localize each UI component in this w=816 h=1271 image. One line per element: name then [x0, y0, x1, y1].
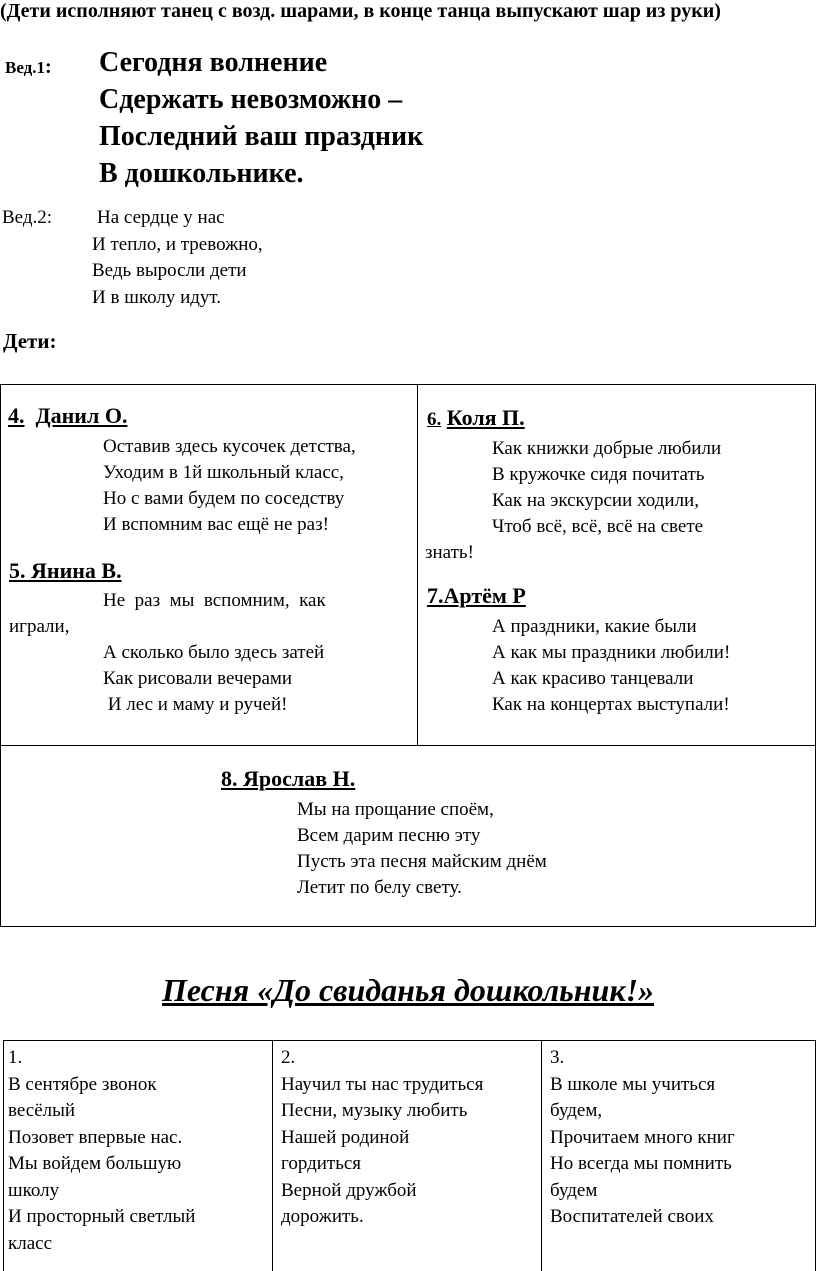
verse-line: знать! — [425, 542, 474, 563]
song-verse-3 — [550, 1045, 810, 1231]
verse-line: Но с вами будем по соседству — [103, 488, 345, 509]
verse-line: класс — [8, 1232, 53, 1254]
verse-line: И просторный светлый — [8, 1206, 196, 1227]
speaker2-verse — [92, 205, 263, 311]
verse-line: весёлый — [8, 1100, 76, 1121]
poem-5-verse — [9, 588, 326, 718]
poem-6-title — [427, 405, 525, 431]
verse-line: Мы войдем большую — [8, 1153, 182, 1174]
verse-line: Оставив здесь кусочек детства, — [103, 436, 356, 457]
verse-line: В сентябре звонок — [8, 1073, 157, 1095]
verse-line: Не раз мы вспомним, как — [103, 590, 326, 611]
poem-6-verse — [425, 436, 721, 566]
poem-8-verse — [297, 797, 547, 901]
verse-line: Последний ваш праздник — [99, 121, 424, 152]
verse-line: Нашей родиной — [281, 1126, 410, 1148]
verse-line: В дошкольнике. — [99, 158, 304, 189]
poem-7-title — [427, 583, 526, 609]
verse-line: Но всегда мы помнить — [550, 1153, 732, 1174]
verse-line: Сдержать невозможно – — [99, 84, 403, 115]
speaker2-label: Вед.2: — [2, 207, 53, 228]
verse-line: Прочитаем много книг — [550, 1126, 735, 1148]
verse-line: школу — [8, 1179, 60, 1201]
poem-6-number: 6. — [427, 409, 442, 430]
verse-line: Как на концертах выступали! — [492, 694, 730, 715]
verse-line: Мы на прощание споём, — [297, 799, 494, 820]
verse-line: дорожить. — [281, 1206, 364, 1227]
verse-line: Позовет впервые нас. — [8, 1126, 183, 1148]
verse-line: А как мы праздники любили! — [492, 642, 731, 663]
verse-line: Чтоб всё, всё, всё на свете — [492, 516, 704, 537]
verse-line: Летит по белу свету. — [297, 877, 462, 898]
verse-line: В кружочке сидя почитать — [492, 464, 705, 485]
verse-line: Как рисовали вечерами — [103, 668, 293, 689]
verse-line: В школе мы учиться — [550, 1073, 716, 1095]
verse-line: 1. — [8, 1047, 23, 1068]
verse-line: 2. — [281, 1047, 296, 1068]
poem-4-number: 4. — [8, 403, 25, 428]
verse-line: И вспомним вас ещё не раз! — [103, 514, 329, 535]
verse-line: будем, — [550, 1100, 603, 1121]
speaker1-verse — [99, 44, 423, 192]
verse-line: Как на экскурсии ходили, — [492, 490, 699, 511]
verse-line: А сколько было здесь затей — [103, 642, 325, 663]
verse-line: Ведь выросли дети — [92, 260, 247, 281]
children-label: Дети: — [3, 329, 57, 353]
verse-line: Научил ты нас трудиться — [281, 1073, 484, 1095]
poem-7-author: 7.Артём Р — [427, 583, 526, 608]
verse-line: Песни, музыку любить — [281, 1100, 468, 1121]
verse-line: На сердце у нас — [97, 207, 225, 228]
poem-8-author: 8. Ярослав Н. — [221, 766, 356, 791]
poems-table-rule — [0, 745, 816, 746]
poem-7-verse — [492, 614, 730, 718]
verse-line: Уходим в 1й школьный класс, — [103, 462, 344, 483]
verse-line: Как книжки добрые любили — [492, 438, 722, 459]
verse-line: А праздники, какие были — [492, 616, 697, 637]
verse-line: Пусть эта песня майским днём — [297, 851, 547, 872]
poem-5-author: 5. Янина В. — [9, 558, 122, 583]
verse-line: 3. — [550, 1047, 565, 1068]
speaker1-label — [5, 56, 52, 79]
verse-line: И лес и маму и ручей! — [103, 694, 288, 715]
poem-4-title — [8, 403, 127, 429]
verse-line: Воспитателей своих — [550, 1206, 714, 1227]
song-title: Песня «До свиданья дошкольник!» — [161, 972, 655, 1008]
verse-line: И тепло, и тревожно, — [92, 233, 263, 255]
verse-line: будем — [550, 1179, 598, 1201]
poem-8-title — [221, 766, 355, 792]
verse-line: играли, — [9, 616, 70, 637]
verse-line: Всем дарим песню эту — [297, 825, 481, 846]
song-verse-1 — [8, 1045, 266, 1257]
verse-line: А как красиво танцевали — [492, 668, 694, 689]
poem-5-title — [9, 558, 122, 584]
stage-direction: (Дети исполняют танец с возд. шарами, в конце танца выпускают шар из руки) — [0, 0, 721, 22]
poem-4-verse — [103, 434, 356, 538]
poem-4-author: Данил О. — [35, 403, 128, 428]
verse-line: Сегодня волнение — [99, 47, 328, 78]
verse-line: гордиться — [281, 1153, 362, 1174]
poems-table-divider — [417, 384, 418, 746]
song-verse-2 — [281, 1045, 537, 1231]
song-table-divider — [541, 1040, 542, 1271]
song-table-divider — [272, 1040, 273, 1271]
speaker1-name: Вед.1 — [5, 58, 46, 77]
speaker1-colon: : — [45, 56, 52, 78]
verse-line: Верной дружбой — [281, 1179, 417, 1201]
poem-6-author: Коля П. — [446, 405, 525, 430]
verse-line: И в школу идут. — [92, 286, 222, 308]
